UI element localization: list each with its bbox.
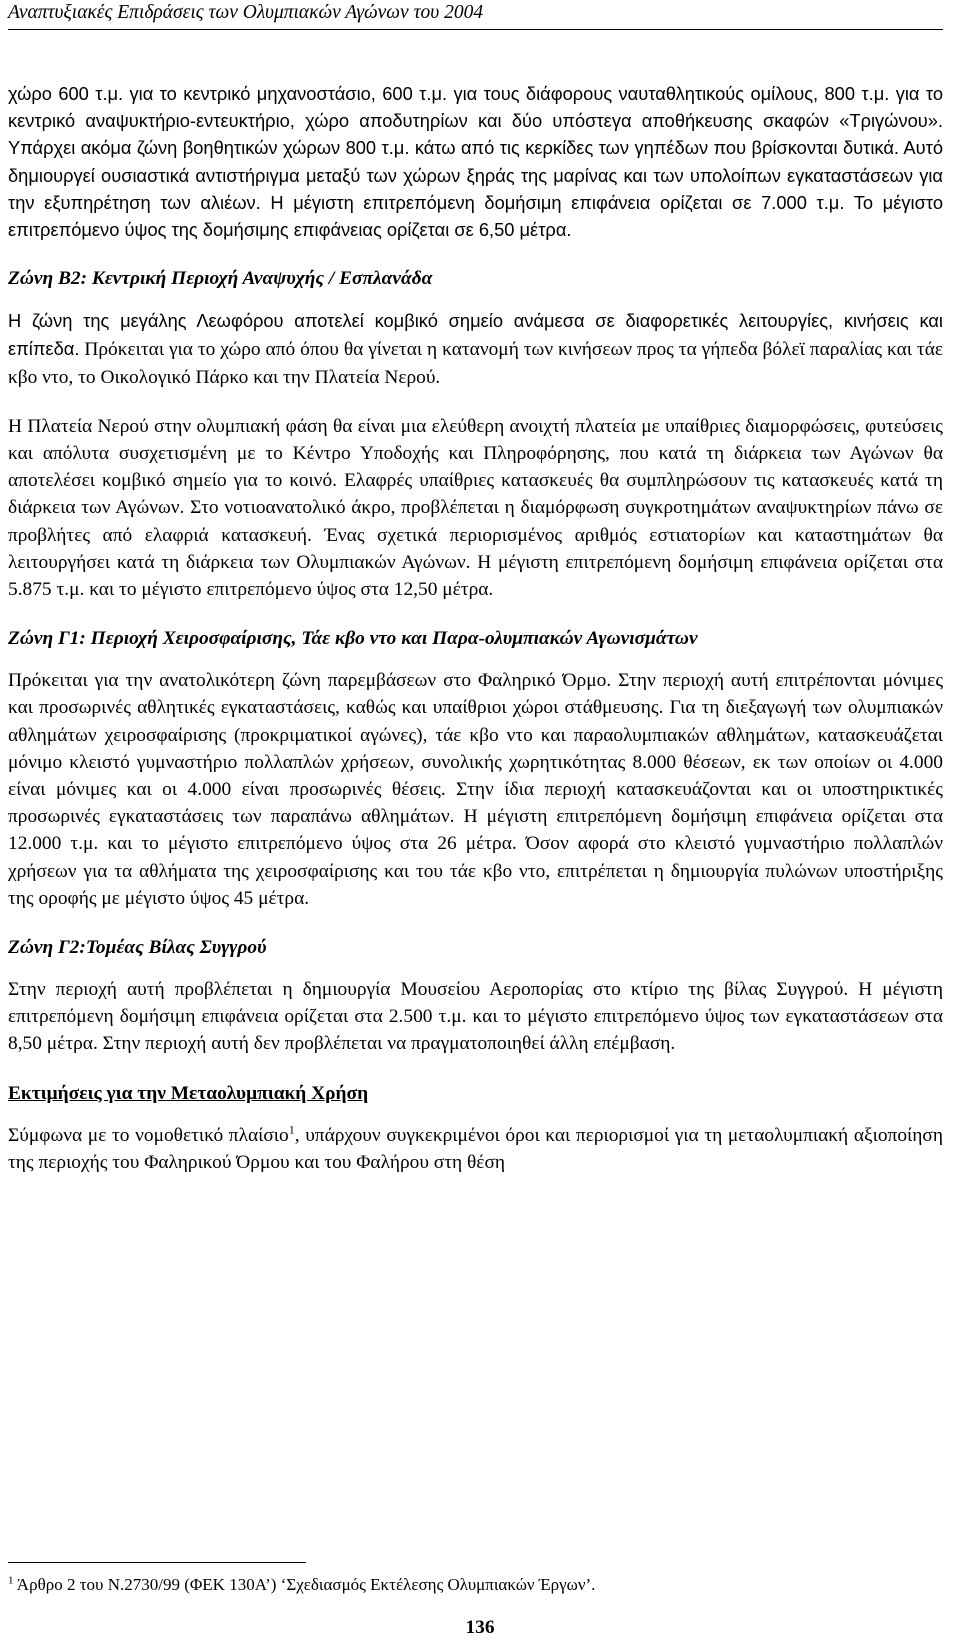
footnote-text: Άρθρο 2 του Ν.2730/99 (ΦΕΚ 130Α’) ‘Σχεδιασμός Εκτέλεσης Ολυμπιακών Έργων’. bbox=[13, 1575, 596, 1594]
running-header: Αναπτυξιακές Επιδράσεις των Ολυμπιακών Αγώνων του 2004 bbox=[8, 2, 484, 23]
zone-g1-heading: Ζώνη Γ1: Περιοχή Χειροσφαίρισης, Τάε κβο ντο και Παρα-ολυμπιακών Αγωνισμάτων bbox=[8, 628, 698, 650]
intro-paragraph: χώρο 600 τ.μ. για το κεντρικό μηχανοστάσιο, 600 τ.μ. για τους διάφορους ναυταθλητικούς ομίλους, 800 τ.μ. για το κεντρικό αναψυκτήριο-εντευκτήριο, χώρο αποδυτηρίων και δύο υπόστεγα αποθήκευσης σκαφών «Τριγώνου». Υπάρχει ακόμα ζώνη βοηθητικών χώρων 800 τ.μ. κάτω από τις κερκίδες των γηπέδων που βρίσκονται δυτικά. Αυτό δημιουργεί ουσιαστικά αντιστήριγμα μεταξύ των χώρων ξηράς της μαρίνας και των υπολοίπων εγκαταστάσεων για την εξυπηρέτηση των αλιέων. Η μέγιστη επιτρεπόμενη δομήσιμη επιφάνεια ορίζεται σε 7.000 τ.μ. Το μέγιστο επιτρεπόμενο ύψος της δομήσιμης επιφάνειας ορίζεται σε 6,50 μέτρα. bbox=[8, 83, 943, 241]
post-olympic-text-b: , υπάρχουν συγκεκριμένοι όροι και περιορισμοί για τη μεταολυμπιακή αξιοποίηση της περιοχής του Φαληρικού Όρμου και του Φαλήρου στη θέση bbox=[8, 1124, 943, 1173]
zone-b2-paragraph-1-serif: Πρόκειται για το χώρο από όπου θα γίνεται η κατανομή των κινήσεων προς τα γήπεδα βόλεϊ παραλίας και τάε κβο ντο, το Οικολογικό Πάρκο και την Πλατεία Νερού. bbox=[8, 339, 943, 388]
post-olympic-paragraph bbox=[8, 1122, 943, 1176]
footnote-marker: 1 bbox=[8, 1574, 14, 1587]
page-number: 136 bbox=[465, 1617, 495, 1638]
footnote-reference[interactable]: 1 bbox=[288, 1122, 295, 1137]
post-olympic-heading: Εκτιμήσεις για την Μεταολυμπιακή Χρήση bbox=[8, 1082, 369, 1104]
zone-b2-heading: Ζώνη Β2: Κεντρική Περιοχή Αναψυχής / Εσπλανάδα bbox=[8, 268, 433, 290]
footnote bbox=[8, 1574, 943, 1596]
post-olympic-text-a: Σύμφωνα με το νομοθετικό πλαίσιο bbox=[8, 1124, 289, 1146]
page-body bbox=[8, 80, 943, 1176]
zone-g1-paragraph: Πρόκειται για την ανατολικότερη ζώνη παρεμβάσεων στο Φαληρικό Όρμο. Στην περιοχή αυτή επιτρέπονται μόνιμες και προσωρινές αθλητικές εγκαταστάσεις, καθώς και υπαίθριοι χώροι στάθμευσης. Για τη διεξαγωγή των ολυμπιακών αθλημάτων χειροσφαίρισης (προκριματικοί αγώνες), τάε κβο ντο και παραολυμπιακών αθλημάτων, κατασκευάζεται μόνιμο κλειστό γυμναστήριο πολλαπλών χρήσεων, συνολικής χωρητικότητας 8.000 θέσεων, εκ των οποίων οι 4.000 είναι μόνιμες και οι 4.000 είναι προσωρινές θέσεις. Στην ίδια περιοχή κατασκευάζονται και οι υποστηρικτικές προσωρινές εγκαταστάσεις των παραπάνω αθλημάτων. Η μέγιστη επιτρεπόμενη δομήσιμη επιφάνεια ορίζεται στα 12.000 τ.μ. και το μέγιστο επιτρεπόμενο ύψος στα 26 μέτρα. Όσον αφορά στο κλειστό γυμναστήριο πολλαπλών χρήσεων για τα αθλήματα της χειροσφαίρισης και του τάε κβο ντο, επιτρέπεται η δημιουργία πυλώνων υποστήριξης της οροφής με μέγιστο ύψος 45 μέτρα. bbox=[8, 670, 943, 909]
header-rule bbox=[8, 29, 943, 30]
footnote-rule bbox=[8, 1562, 306, 1563]
zone-b2-paragraph-2: Η Πλατεία Νερού στην ολυμπιακή φάση θα είναι μια ελεύθερη ανοιχτή πλατεία με υπαίθριες διαμορφώσεις, φυτεύσεις και απόλυτα συσχετισμένη με το Κέντρο Υποδοχής και Πληροφόρησης, που κατά τη διάρκεια των Αγώνων θα αποτελέσει κομβικό σημείο για το κοινό. Ελαφρές υπαίθριες κατασκευές θα συμπληρώσουν τις κατασκευές κατά τη διάρκεια των Αγώνων. Στο νοτιοανατολικό άκρο, προβλέπεται η διαμόρφωση συγκροτημάτων αναψυκτηρίων πάνω σε προβλήτες από ελαφριά κατασκευή. Ένας σχετικά περιορισμένος αριθμός εστιατορίων και καταστημάτων θα λειτουργήσει κατά τη διάρκεια των Ολυμπιακών Αγώνων. Η μέγιστη επιτρεπόμενη δομήσιμη επιφάνεια ορίζεται στα 5.875 τ.μ. και το μέγιστο επιτρεπόμενο ύψος στα 12,50 μέτρα. bbox=[8, 415, 943, 601]
zone-g2-heading: Ζώνη Γ2:Τομέας Βίλας Συγγρού bbox=[8, 937, 267, 959]
zone-g2-paragraph: Στην περιοχή αυτή προβλέπεται η δημιουργία Μουσείου Αεροπορίας στο κτίριο της βίλας Συγγρού. Η μέγιστη επιτρεπόμενη δομήσιμη επιφάνεια ορίζεται στα 2.500 τ.μ. και το μέγιστο επιτρεπόμενο ύψος των εγκαταστάσεων στα 8,50 μέτρα. Στην περιοχή αυτή δεν προβλέπεται να πραγματοποιηθεί άλλη επέμβαση. bbox=[8, 979, 943, 1055]
zone-b2-paragraph-1 bbox=[8, 307, 943, 391]
zone-b2-paragraph-1-sans: Η ζώνη της μεγάλης Λεωφόρου αποτελεί κομβικό σημείο ανάμεσα σε διαφορετικές λειτουργίες, κινήσεις και επίπεδα. bbox=[8, 310, 943, 360]
